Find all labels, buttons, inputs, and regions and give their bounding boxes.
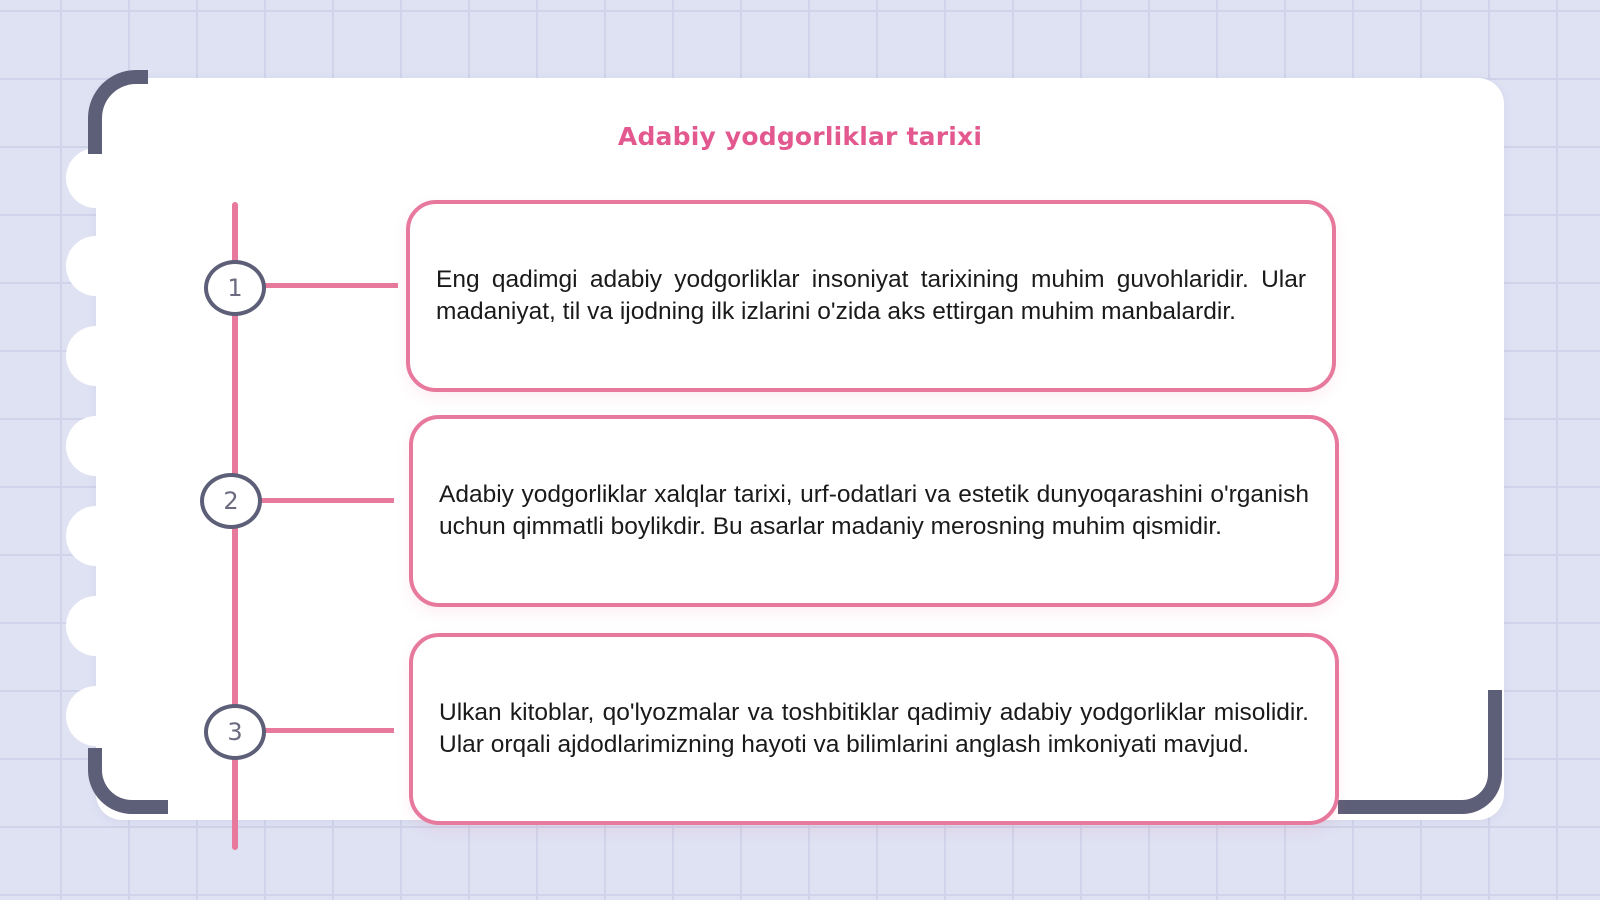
card-scallop [66,506,126,566]
card-scallop [66,326,126,386]
step-text: Ulkan kitoblar, qo'lyozmalar va toshbitiklar qadimiy adabiy yodgorliklar misolidir. Ular orqali ajdodlarimizning hayoti va bilimlarini anglash imkoniyati mavjud. [439,699,1309,758]
step-number-badge: 1 [204,260,266,316]
slide-title: Adabiy yodgorliklar tarixi [617,122,983,151]
timeline-connector [260,498,394,503]
step-text: Eng qadimgi adabiy yodgorliklar insoniyat tarixining muhim guvohlaridir. Ular madaniyat, til va ijodning ilk izlarini o'zida aks ettirgan muhim manbalardir. [436,266,1306,325]
step-card [406,200,1336,392]
corner-bracket-bottom-right [1338,690,1502,814]
card-scallop [66,686,126,746]
timeline-connector [262,728,394,733]
step-number-badge: 2 [200,473,262,529]
timeline-connector [262,283,398,288]
step-text: Adabiy yodgorliklar xalqlar tarixi, urf-odatlari va estetik dunyoqarashini o'rganish uchun qimmatli boylikdir. Bu asarlar madaniy merosning muhim qismidir. [439,481,1309,540]
card-scallop [66,236,126,296]
step-card [409,415,1339,607]
card-scallop [66,416,126,476]
step-card [409,633,1339,825]
card-scallop [66,596,126,656]
card-scallop [66,148,126,208]
step-number-badge: 3 [204,704,266,760]
